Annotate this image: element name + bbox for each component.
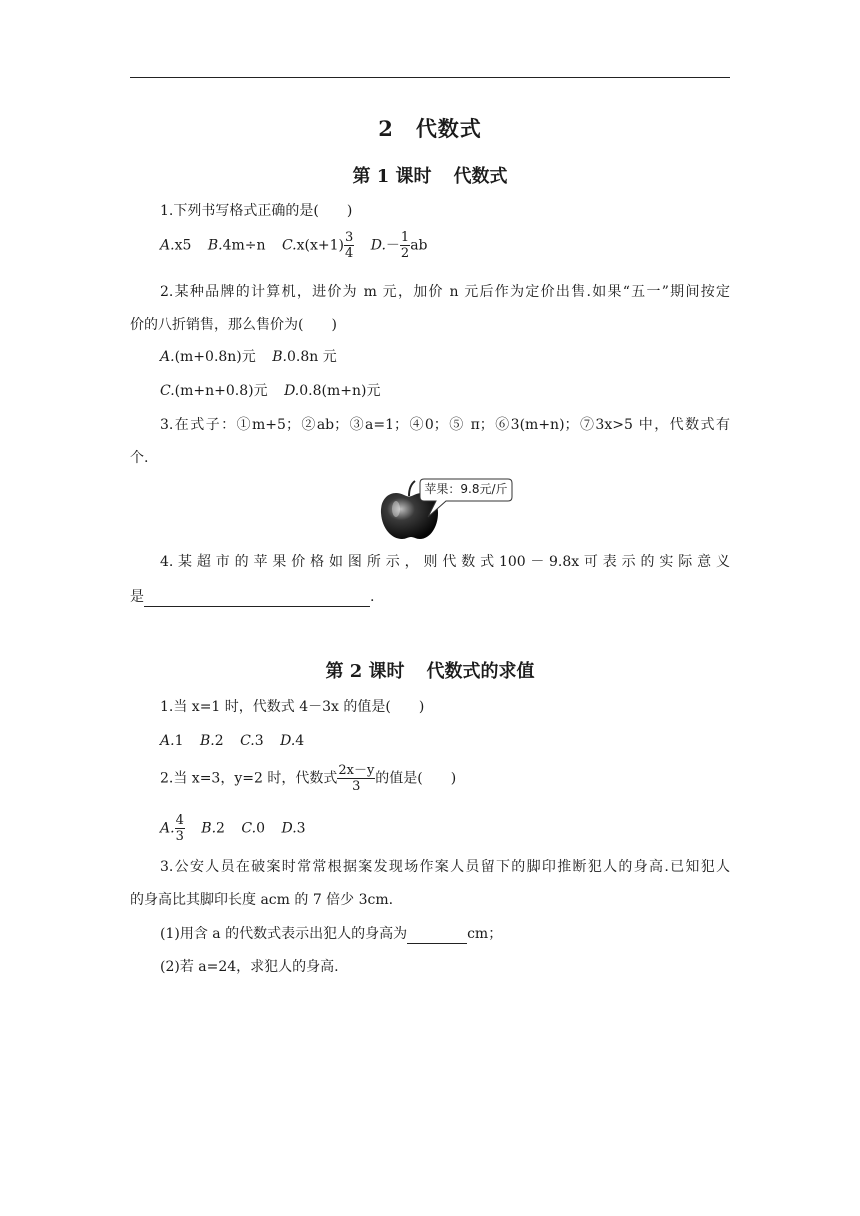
l1-q1-option-d-post: ab — [410, 237, 428, 254]
l1-q1-option-a-label: A. — [160, 237, 175, 254]
l2-q2-option-b-label: B. — [201, 820, 217, 837]
l2-q2-options — [160, 813, 306, 844]
l2-q1-option-c: 3 — [254, 733, 264, 749]
answer-blank[interactable] — [407, 926, 467, 944]
l1-q4-line2-pre: 是 — [130, 589, 144, 605]
l1-q1-options — [160, 230, 428, 261]
fraction-denominator: 2 — [400, 246, 410, 261]
l1-q1-option-c-pre: x(x+1) — [296, 237, 344, 254]
l2-q2-option-d: 3 — [296, 820, 306, 837]
l2-q2-stem — [160, 763, 456, 794]
l1-q2-option-a: (m+0.8n)元 — [174, 349, 256, 365]
l1-q1-option-c-fraction — [344, 230, 354, 261]
l2-q2-option-c-label: C. — [241, 820, 257, 837]
l1-q2-option-b-label: B. — [272, 349, 287, 365]
l2-q1-option-a-label: A. — [160, 733, 175, 749]
l1-q2-option-a-label: A. — [160, 349, 175, 365]
l1-q2-line2: 价的八折销售，那么售价为( ) — [130, 317, 337, 333]
fraction-denominator: 4 — [345, 246, 354, 261]
l2-q3-sub1-pre: (1)用含 a 的代数式表示出犯人的身高为 — [160, 926, 408, 942]
l2-q1-options — [160, 731, 304, 751]
l1-q1-option-b-label: B. — [207, 237, 223, 254]
l1-q3-line1: 3.在式子：①m+5；②ab；③a=1；④0；⑤ π；⑥3(m+n)；⑦3x>5 中，代数式有 — [160, 417, 730, 433]
l1-q4-line2-post: . — [370, 589, 375, 605]
l1-q2-option-c: (m+n+0.8)元 — [174, 383, 268, 399]
l1-q2-option-c-label: C. — [160, 383, 175, 399]
header-rule — [130, 77, 730, 78]
fraction-numerator: 4 — [175, 813, 184, 828]
l1-q1-option-a: x5 — [174, 237, 192, 254]
fraction-denominator: 3 — [175, 829, 184, 844]
l1-q4-line2 — [130, 587, 374, 607]
l2-q1-stem: 1.当 x=1 时，代数式 4－3x 的值是( ) — [160, 699, 425, 715]
l2-q1-option-d: 4 — [295, 733, 305, 749]
l2-q2-stem-post: 的值是( ) — [375, 770, 457, 787]
l2-q3-line2: 的身高比其脚印长度 acm 的 7 倍少 3cm. — [130, 892, 394, 908]
l1-q1-option-d-label: D. — [370, 237, 386, 254]
l2-q1-option-b: 2 — [214, 733, 224, 749]
l2-q2-stem-pre: 2.当 x=3，y=2 时，代数式 — [160, 770, 338, 787]
l1-q1-option-d-pre: － — [385, 237, 400, 254]
l2-q2-option-c: 0 — [256, 820, 266, 837]
lesson2-heading — [0, 657, 860, 683]
chapter-number: 2 — [378, 116, 394, 141]
l2-q1-option-d-label: D. — [280, 733, 296, 749]
l2-q3-sub1-post: cm； — [467, 926, 503, 942]
l2-q1-option-b-label: B. — [199, 733, 215, 749]
fraction-denominator: 3 — [337, 778, 375, 794]
lesson1-heading-number: 第 1 课时 — [352, 166, 432, 187]
price-tag-text: 苹果：9.8元/斤 — [424, 482, 508, 496]
l1-q2-option-d: 0.8(m+n)元 — [299, 383, 381, 399]
l2-q2-option-a-fraction — [175, 813, 185, 844]
fraction-numerator: 2x－y — [338, 763, 375, 778]
l1-q2-option-d-label: D. — [284, 383, 300, 399]
l2-q2-option-a-label: A. — [160, 820, 175, 837]
l2-q1-option-c-label: C. — [240, 733, 255, 749]
l1-q3-line2: 个. — [130, 450, 149, 466]
lesson1-heading — [0, 162, 860, 188]
l2-q3-sub2: (2)若 a=24，求犯人的身高. — [160, 959, 339, 975]
fraction-numerator: 3 — [345, 230, 354, 245]
l1-q1-option-b: 4m÷n — [222, 237, 266, 254]
l1-q4-line1: 4. 某 超 市 的 苹 果 价 格 如 图 所 示 ， 则 代 数 式 100 － 9.8x 可 表 示 的 实 际 意 义 — [160, 554, 730, 570]
l2-q2-option-b: 2 — [216, 820, 225, 837]
l1-q1-option-c-label: C. — [281, 237, 297, 254]
l2-q2-option-d-label: D. — [281, 820, 297, 837]
chapter-title — [0, 113, 860, 143]
fraction-numerator: 1 — [400, 230, 410, 245]
l1-q2-options-ab — [160, 347, 337, 367]
lesson2-heading-title: 代数式的求值 — [426, 661, 535, 682]
lesson2-heading-number: 第 2 课时 — [325, 661, 405, 682]
l1-q1-stem: 1.下列书写格式正确的是( ) — [160, 203, 353, 219]
chapter-title-text: 代数式 — [415, 116, 482, 141]
lesson1-heading-title: 代数式 — [453, 166, 508, 187]
l1-q2-line1: 2.某种品牌的计算机，进价为 m 元，加价 n 元后作为定价出售.如果“五一”期间按定 — [160, 284, 730, 300]
l1-q1-option-d-fraction — [400, 230, 410, 261]
l2-q1-option-a: 1 — [174, 733, 184, 749]
answer-blank[interactable] — [144, 589, 370, 607]
l2-q3-sub1 — [160, 924, 502, 944]
l1-q2-option-b: 0.8n 元 — [286, 349, 337, 365]
l1-q2-options-cd — [160, 381, 380, 401]
l2-q2-fraction — [337, 763, 375, 794]
l2-q3-line1: 3.公安人员在破案时常常根据案发现场作案人员留下的脚印推断犯人的身高.已知犯人 — [160, 859, 730, 875]
